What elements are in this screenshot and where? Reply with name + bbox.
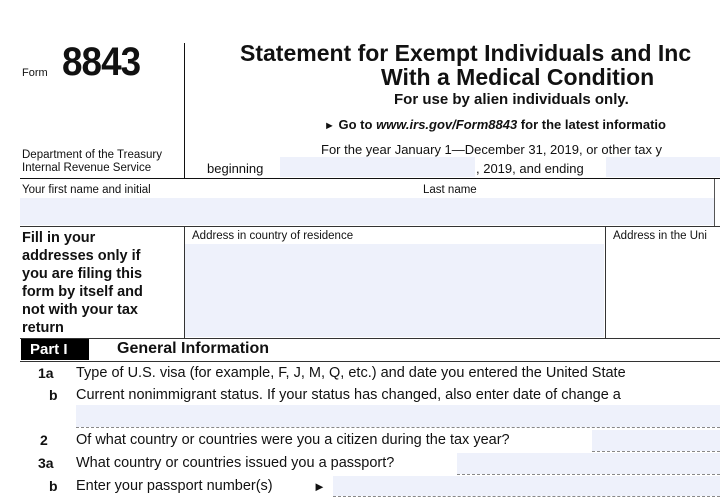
residence-address-field[interactable] [185, 244, 604, 337]
arrow-right-icon: ► [313, 479, 326, 494]
header-divider [184, 43, 185, 178]
tax-year-text: For the year January 1—December 31, 2019, or other tax y [321, 142, 663, 157]
line-text: Type of U.S. visa (for example, F, J, M, Q, etc.) and date you entered the United State [76, 365, 626, 381]
line-text: What country or countries issued you a passport? [76, 455, 395, 471]
name-row-right-divider [714, 179, 715, 226]
form-label: Form [22, 67, 48, 79]
line-number: b [49, 387, 58, 403]
first-name-label: Your first name and initial [22, 184, 151, 196]
beginning-date-field[interactable] [280, 157, 475, 177]
line-number: b [49, 478, 58, 494]
instruction-line: you are filing this [22, 266, 143, 282]
address-instruction [22, 229, 143, 337]
address-bottom-rule [20, 338, 720, 339]
passport-country-field-underline [457, 474, 720, 475]
ending-label: , 2019, and ending [476, 161, 584, 176]
arrow-right-icon: ► [324, 120, 335, 132]
first-name-field[interactable] [20, 198, 420, 225]
line-number: 1a [38, 365, 54, 381]
line-number: 3a [38, 455, 54, 471]
last-name-label: Last name [423, 184, 477, 196]
instruction-line: addresses only if [22, 248, 141, 264]
us-address-label: Address in the Uni [613, 230, 707, 242]
ending-date-field[interactable] [606, 157, 720, 177]
header-bottom-rule [20, 178, 720, 179]
form-subtitle: For use by alien individuals only. [394, 91, 629, 108]
line-text: Current nonimmigrant status. If your status has changed, also enter date of change a [76, 387, 621, 403]
last-name-field[interactable] [420, 198, 714, 225]
form-number: 8843 [62, 40, 141, 84]
status-field-underline [76, 427, 720, 428]
irs-link[interactable]: www.irs.gov/Form8843 [376, 117, 518, 132]
part-title: General Information [117, 340, 270, 357]
department-line1: Department of the Treasury [22, 149, 162, 161]
name-row-bottom-rule [20, 226, 720, 227]
form-title-line1: Statement for Exempt Individuals and Inc [240, 40, 692, 66]
line-number: 2 [40, 432, 48, 448]
goto-suffix: for the latest informatio [517, 117, 666, 132]
department-line2: Internal Revenue Service [22, 162, 152, 174]
instruction-line: form by itself and [22, 284, 143, 300]
instruction-line: Fill in your [22, 230, 96, 246]
beginning-label: beginning [207, 161, 264, 176]
residence-address-label: Address in country of residence [192, 230, 354, 242]
citizenship-field[interactable] [592, 430, 720, 451]
instruction-line: return [22, 320, 64, 336]
form-title-line2: With a Medical Condition [381, 64, 655, 90]
instruction-line: not with your tax [22, 302, 138, 318]
goto-prefix: Go to [338, 117, 377, 132]
passport-number-field[interactable] [333, 476, 720, 496]
citizenship-field-underline [592, 451, 720, 452]
line-text: Enter your passport number(s) [76, 478, 273, 494]
line-text: Of what country or countries were you a citizen during the tax year? [76, 432, 510, 448]
passport-country-field[interactable] [457, 453, 720, 474]
status-field[interactable] [76, 405, 720, 427]
part-label: Part I [21, 339, 89, 360]
passport-number-field-underline [333, 496, 720, 497]
part-header-bottom-rule [20, 361, 720, 362]
us-address-field[interactable] [606, 244, 720, 337]
goto-line [324, 117, 666, 132]
